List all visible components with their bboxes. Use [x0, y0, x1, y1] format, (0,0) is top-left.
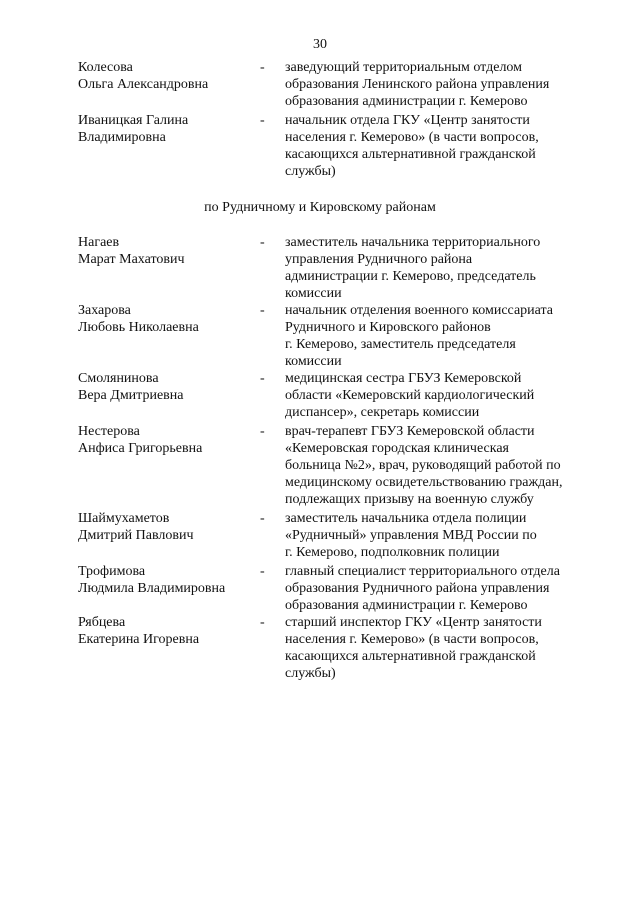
member-role: [285, 614, 590, 682]
member-role: [285, 112, 590, 180]
role-line: врач-терапевт ГБУЗ Кемеровской области: [285, 424, 535, 439]
member-surname: Рябцева: [78, 615, 126, 630]
separator-dash: -: [260, 113, 265, 128]
role-line: области «Кемеровский кардиологический: [285, 388, 535, 403]
member-given-name: Владимировна: [78, 130, 166, 145]
member-name: [78, 370, 253, 404]
section-heading: по Рудничному и Кировскому районам: [204, 200, 436, 215]
member-given-name: Марат Махатович: [78, 252, 185, 267]
member-role: [285, 234, 590, 302]
role-line: начальник отделения военного комиссариата: [285, 303, 554, 318]
member-surname: Иваницкая Галина: [78, 113, 189, 128]
separator-dash: -: [260, 371, 265, 386]
member-name: [78, 234, 253, 268]
role-line: населения г. Кемерово» (в части вопросов,: [285, 130, 539, 145]
role-line: комиссии: [285, 354, 342, 369]
member-role: [285, 59, 590, 110]
role-line: старший инспектор ГКУ «Центр занятости: [285, 615, 542, 630]
role-line: больница №2», врач, руководящий работой по: [285, 458, 561, 473]
member-surname: Нагаев: [78, 235, 120, 250]
role-line: заместитель начальника территориального: [285, 235, 541, 250]
role-line: г. Кемерово, подполковник полиции: [285, 545, 500, 560]
role-line: заместитель начальника отдела полиции: [285, 511, 527, 526]
role-line: заведующий территориальным отделом: [285, 60, 523, 75]
member-surname: Захарова: [78, 303, 131, 318]
role-line: диспансер», секретарь комиссии: [285, 405, 480, 420]
role-line: «Рудничный» управления МВД России по: [285, 528, 537, 543]
member-role: [285, 370, 590, 421]
role-line: службы): [285, 666, 336, 681]
role-line: Рудничного и Кировского районов: [285, 320, 491, 335]
role-line: главный специалист территориального отдела: [285, 564, 560, 579]
member-name: [78, 614, 253, 648]
role-line: комиссии: [285, 286, 342, 301]
role-line: касающихся альтернативной гражданской: [285, 649, 536, 664]
separator-dash: -: [260, 303, 265, 318]
member-given-name: Вера Дмитриевна: [78, 388, 184, 403]
role-line: образования администрации г. Кемерово: [285, 94, 528, 109]
member-name: [78, 112, 253, 146]
member-given-name: Анфиса Григорьевна: [78, 441, 203, 456]
role-line: службы): [285, 164, 336, 179]
member-role: [285, 423, 590, 508]
member-name: [78, 510, 253, 544]
member-name: [78, 59, 253, 93]
member-role: [285, 563, 590, 614]
role-line: касающихся альтернативной гражданской: [285, 147, 536, 162]
member-given-name: Людмила Владимировна: [78, 581, 226, 596]
separator-dash: -: [260, 235, 265, 250]
member-surname: Нестерова: [78, 424, 140, 439]
member-given-name: Ольга Александровна: [78, 77, 209, 92]
role-line: «Кемеровская городская клиническая: [285, 441, 509, 456]
separator-dash: -: [260, 424, 265, 439]
member-role: [285, 302, 590, 370]
page-number: 30: [313, 37, 327, 52]
separator-dash: -: [260, 511, 265, 526]
role-line: населения г. Кемерово» (в части вопросов,: [285, 632, 539, 647]
separator-dash: -: [260, 564, 265, 579]
role-line: медицинскому освидетельствованию граждан,: [285, 475, 563, 490]
role-line: управления Рудничного района: [285, 252, 473, 267]
member-surname: Трофимова: [78, 564, 146, 579]
role-line: начальник отдела ГКУ «Центр занятости: [285, 113, 530, 128]
member-role: [285, 510, 590, 561]
member-surname: Колесова: [78, 60, 133, 75]
member-name: [78, 563, 253, 597]
role-line: медицинская сестра ГБУЗ Кемеровской: [285, 371, 522, 386]
member-surname: Смолянинова: [78, 371, 159, 386]
role-line: образования Ленинского района управления: [285, 77, 550, 92]
role-line: образования Рудничного района управления: [285, 581, 550, 596]
role-line: г. Кемерово, заместитель председателя: [285, 337, 516, 352]
member-name: [78, 302, 253, 336]
role-line: подлежащих призыву на военную службу: [285, 492, 534, 507]
member-given-name: Дмитрий Павлович: [78, 528, 194, 543]
separator-dash: -: [260, 60, 265, 75]
member-surname: Шаймухаметов: [78, 511, 170, 526]
role-line: администрации г. Кемерово, председатель: [285, 269, 536, 284]
role-line: образования администрации г. Кемерово: [285, 598, 528, 613]
separator-dash: -: [260, 615, 265, 630]
member-given-name: Любовь Николаевна: [78, 320, 199, 335]
member-name: [78, 423, 253, 457]
member-given-name: Екатерина Игоревна: [78, 632, 200, 647]
